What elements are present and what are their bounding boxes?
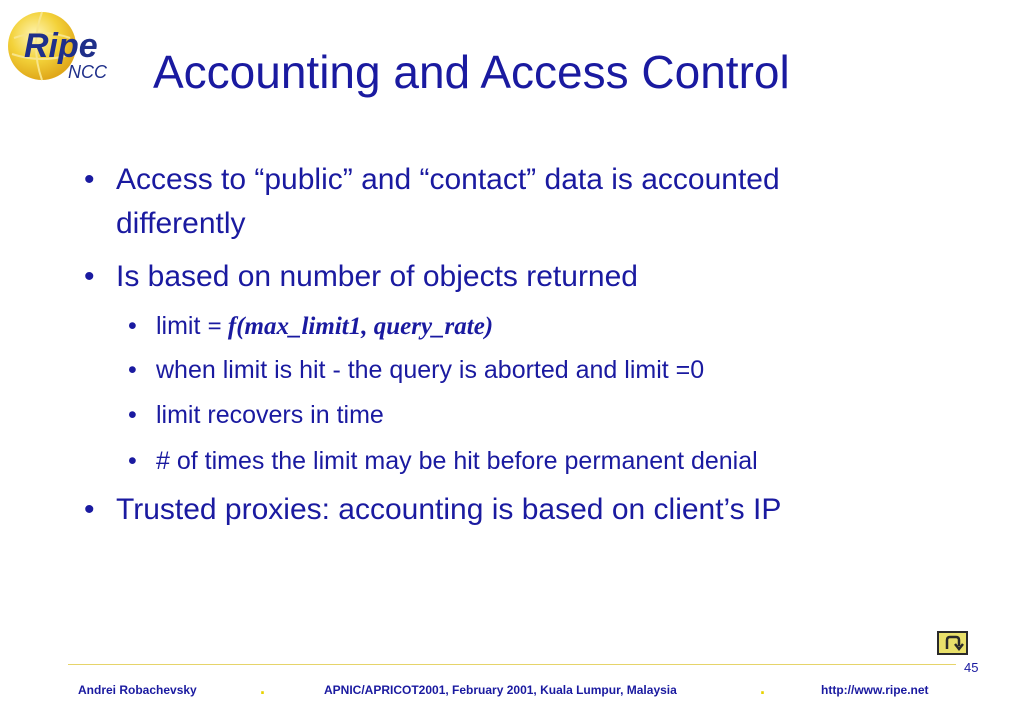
svg-text:Ripe: Ripe [24, 27, 98, 65]
subbullet-marker: • [128, 447, 137, 475]
subbullet-marker: • [128, 312, 137, 340]
bullet-1-line2: differently [116, 207, 246, 240]
subbullet-marker: • [128, 401, 137, 429]
limit-formula: = f(max_limit1, query_rate) [207, 313, 494, 340]
bullet-marker: • [84, 493, 95, 526]
svg-text:NCC: NCC [68, 62, 107, 82]
footer-url[interactable]: http://www.ripe.net [821, 683, 929, 697]
return-button[interactable] [937, 631, 968, 655]
subbullet-times-hit: # of times the limit may be hit before permanent denial [156, 447, 758, 475]
footer-author: Andrei Robachevsky [78, 683, 197, 697]
bullet-marker: • [84, 260, 95, 293]
bullet-1-line1: Access to “public” and “contact” data is accounted [116, 163, 780, 196]
bullet-marker: • [84, 163, 95, 196]
slide-title: Accounting and Access Control [153, 46, 790, 98]
bullet-3: Trusted proxies: accounting is based on client’s IP [116, 493, 782, 526]
subbullet-marker: • [128, 356, 137, 384]
footer-rule [68, 664, 956, 665]
footer-separator: . [760, 678, 766, 698]
bullet-2: Is based on number of objects returned [116, 260, 638, 293]
subbullet-limit-hit: when limit is hit - the query is aborted and limit =0 [156, 356, 705, 384]
subbullet-limit-prefix: limit [156, 312, 208, 340]
subbullet-limit-recovers: limit recovers in time [156, 401, 384, 429]
subbullet-limit-formula [156, 311, 493, 342]
return-arrow-icon [939, 633, 966, 653]
footer-separator: . [260, 678, 266, 698]
page-number: 45 [964, 660, 979, 675]
footer-event: APNIC/APRICOT2001, February 2001, Kuala Lumpur, Malaysia [324, 683, 677, 697]
